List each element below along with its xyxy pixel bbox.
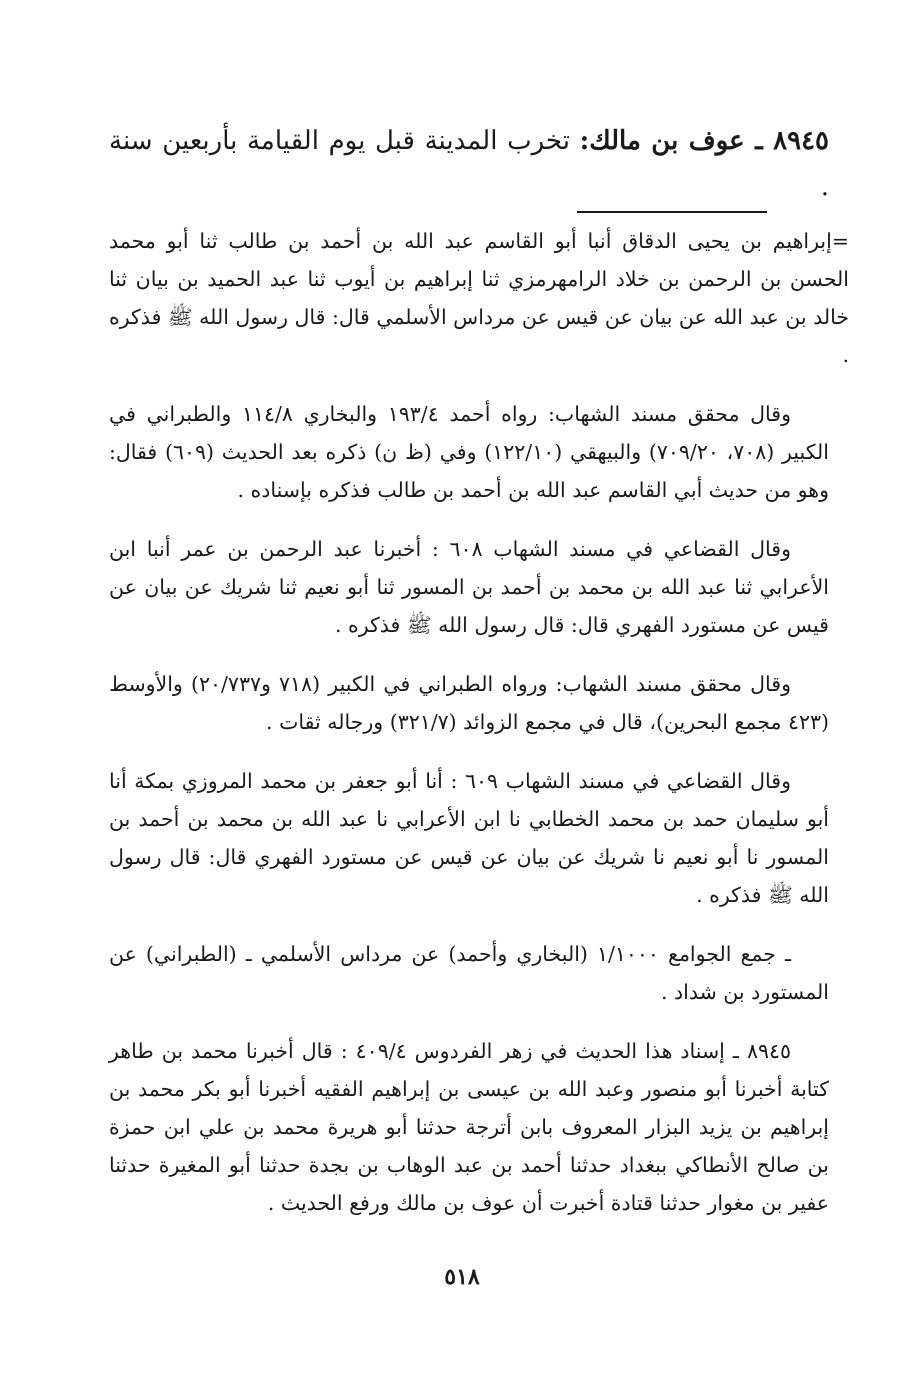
footnote-paragraph-qudai-609: وقال القضاعي في مسند الشهاب ٦٠٩ : أنا أبو جعفر بن محمد المروزي بمكة أنا أبو سليمان حمد بن محمد الخطابي نا ابن الأعرابي نا عبد الله بن محمد بن أحمد بن المسور نا أبو نعيم نا شريك عن بيان عن قيس عن مستورد الفهري قال: قال رسول الله ﷺ فذكره . [109,769,829,907]
footnote-separator-line [577,211,767,213]
footnotes-body [109,222,849,1243]
footnote-paragraph-qudai-608: وقال القضاعي في مسند الشهاب ٦٠٨ : أخبرنا عبد الرحمن بن عمر أنبا ابن الأعرابي ثنا عبد الله بن محمد بن أحمد بن المسور ثنا أبو نعيم ثنا شريك عن بيان عن قيس عن مستورد الفهري قال: قال رسول الله ﷺ فذكره . [109,537,829,637]
footnote-paragraph-jam-al-jawami: ـ جمع الجوامع ١/١٠٠٠ (البخاري وأحمد) عن مرداس الأسلمي ـ (الطبراني) عن المستورد بن شداد . [109,942,829,1004]
footnote-paragraph-muhaqqiq-2: وقال محقق مسند الشهاب: ورواه الطبراني في الكبير (٧١٨ و٢٠/٧٣٧) والأوسط (٤٢٣ مجمع البحرين)، قال في مجمع الزوائد (٣٢١/٧) ورجاله ثقات . [109,672,829,734]
hadith-text: تخرب المدينة قبل يوم القيامة بأربعين سنة . [109,126,829,202]
hadith-number-and-narrator: ٨٩٤٥ ـ عوف بن مالك: [579,126,830,156]
hadith-heading [109,118,829,210]
footnote-paragraph-zahr-al-firdaws: ٨٩٤٥ ـ إسناد هذا الحديث في زهر الفردوس ٤٠٩/٤ : قال أخبرنا محمد بن طاهر كتابة أخبرنا أبو منصور وعبد الله بن عيسى بن إبراهيم الفقيه أخبرنا أبو بكر محمد بن إبراهيم بن يزيد البزار المعروف بابن أترجة حدثنا أبو هريرة محمد بن علي ابن حمزة بن صالح الأنطاكي ببغداد حدثنا أحمد بن عبد الوهاب بن بجدة حدثنا أبو المغيرة حدثنا عفير بن مغوار حدثنا قتادة أخبرت أن عوف بن مالك ورفع الحديث . [109,1039,829,1215]
page-number: ٥١٨ [444,1264,480,1290]
footnote-paragraph-isnad-continuation: =إبراهيم بن يحيى الدقاق أنبا أبو القاسم عبد الله بن أحمد بن طالب ثنا أبو محمد الحسن بن الرحمن بن خلاد الرامهرمزي ثنا إبراهيم بن أيوب ثنا عبد الحميد بن بيان ثنا خالد بن عبد الله عن بيان عن قيس عن مرداس الأسلمي قال: قال رسول الله ﷺ فذكره . [109,229,849,367]
footnote-paragraph-muhaqqiq-1: وقال محقق مسند الشهاب: رواه أحمد ١٩٣/٤ والبخاري ١١٤/٨ والطبراني في الكبير (٧٠٨، ٧٠٩/٢٠) والبيهقي (١٢٢/١٠) وفي (ظ ن) ذكره بعد الحديث (٦٠٩) فقال: وهو من حديث أبي القاسم عبد الله بن أحمد بن طالب فذكره بإسناده . [109,402,829,502]
